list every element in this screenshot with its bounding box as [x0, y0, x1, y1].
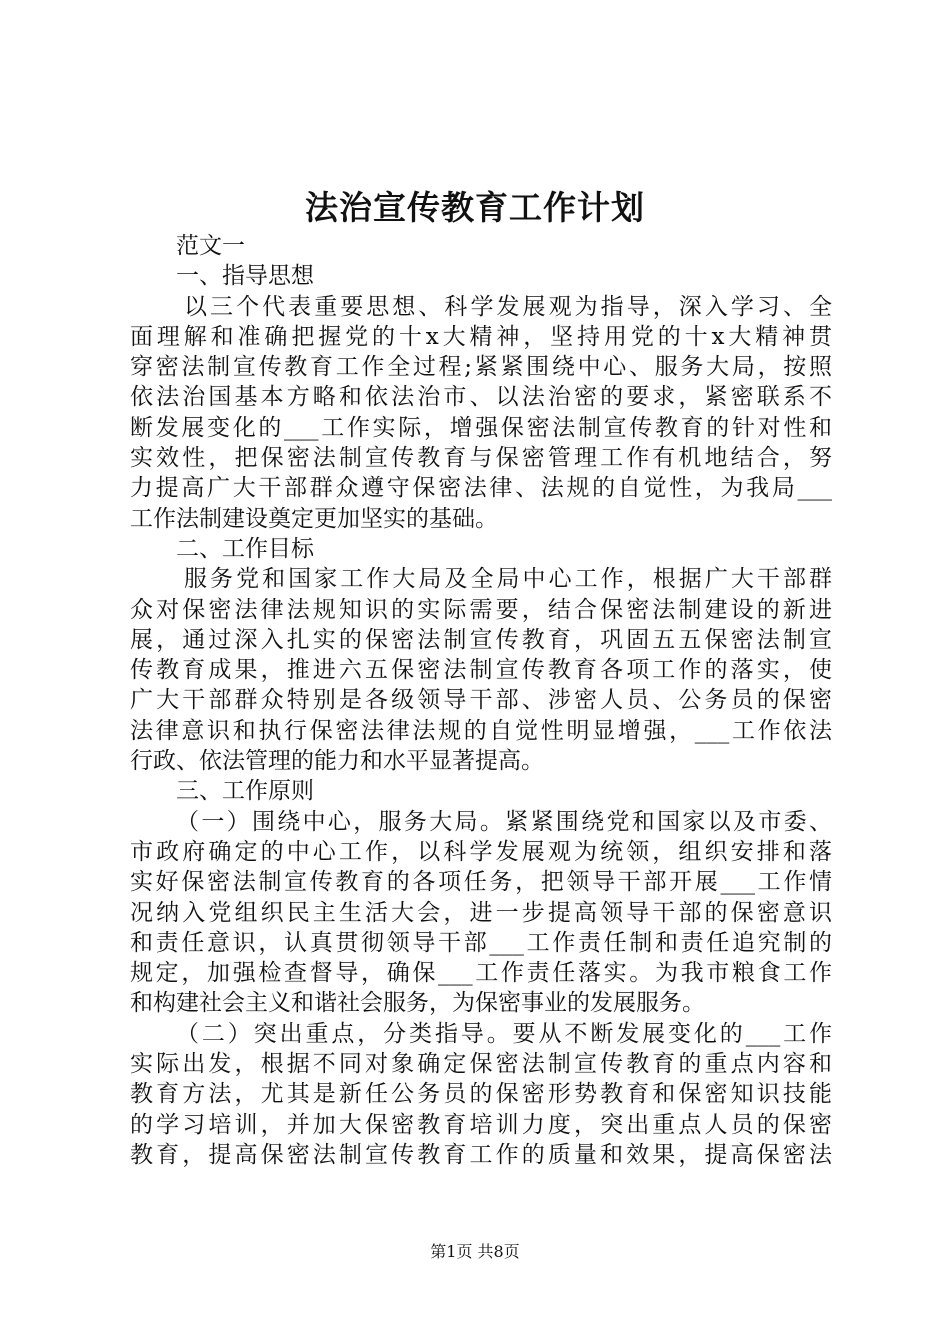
page-footer: 第1页 共8页 — [430, 1242, 520, 1261]
paragraph-line: 展，通过深入扎实的保密法制宣传教育，巩固五五保密法制宣 — [130, 626, 832, 653]
paragraph-line: 力提高广大干部群众遵守保密法律、法规的自觉性，为我局___ — [130, 475, 832, 502]
paragraph-line: 服务党和国家工作大局及全局中心工作，根据广大干部群 — [184, 566, 832, 593]
paragraph-line: 实好保密法制宣传教育的各项任务，把领导干部开展___工作情 — [130, 869, 832, 896]
section-heading: 二、工作目标 — [176, 535, 314, 562]
paragraph-line: 依法治国基本方略和依法治市、以法治密的要求，紧密联系不 — [130, 384, 832, 411]
section-heading: 一、指导思想 — [176, 263, 314, 290]
paragraph-line: 面理解和准确把握党的十x大精神，坚持用党的十x大精神贯 — [130, 323, 832, 350]
paragraph-line: 教育，提高保密法制宣传教育工作的质量和效果，提高保密法 — [130, 1141, 832, 1168]
paragraph-line: 规定，加强检查督导，确保___工作责任落实。为我市粮食工作 — [130, 960, 832, 987]
paragraph-line: 工作法制建设奠定更加坚实的基础。 — [130, 505, 498, 532]
paragraph-line: 和责任意识，认真贯彻领导干部___工作责任制和责任追究制的 — [130, 929, 832, 956]
paragraph-line: 范文一 — [176, 233, 245, 259]
paragraph-line: 市政府确定的中心工作，以科学发展观为统领，组织安排和落 — [130, 838, 832, 865]
paragraph-line: 况纳入党组织民主生活大会，进一步提高领导干部的保密意识 — [130, 899, 832, 926]
paragraph-line: 穿密法制宣传教育工作全过程;紧紧围绕中心、服务大局，按照 — [130, 354, 832, 381]
paragraph-line: 实效性，把保密法制宣传教育与保密管理工作有机地结合，努 — [130, 445, 832, 472]
document-body — [130, 231, 832, 1170]
paragraph-line: （一）围绕中心，服务大局。紧紧围绕党和国家以及市委、 — [176, 808, 832, 835]
paragraph-line: 的学习培训，并加大保密教育培训力度，突出重点人员的保密 — [130, 1111, 832, 1138]
paragraph-line: 教育方法，尤其是新任公务员的保密形势教育和保密知识技能 — [130, 1081, 832, 1108]
paragraph-line: 众对保密法律法规知识的实际需要，结合保密法制建设的新进 — [130, 596, 832, 623]
paragraph-line: 行政、依法管理的能力和水平显著提高。 — [130, 748, 544, 775]
paragraph-line: 和构建社会主义和谐社会服务，为保密事业的发展服务。 — [130, 990, 705, 1017]
section-heading: 三、工作原则 — [176, 778, 314, 805]
paragraph-line: 断发展变化的___工作实际，增强保密法制宣传教育的针对性和 — [130, 414, 832, 441]
paragraph-line: 实际出发，根据不同对象确定保密法制宣传教育的重点内容和 — [130, 1051, 832, 1078]
paragraph-line: 法律意识和执行保密法律法规的自觉性明显增强，___工作依法 — [130, 717, 832, 744]
paragraph-line: 广大干部群众特别是各级领导干部、涉密人员、公务员的保密 — [130, 687, 832, 714]
paragraph-line: （二）突出重点，分类指导。要从不断发展变化的___工作 — [176, 1020, 832, 1047]
document-title: 法治宣传教育工作计划 — [305, 188, 645, 227]
paragraph-line: 以三个代表重要思想、科学发展观为指导，深入学习、全 — [184, 293, 832, 320]
paragraph-line: 传教育成果，推进六五保密法制宣传教育各项工作的落实，使 — [130, 657, 832, 684]
